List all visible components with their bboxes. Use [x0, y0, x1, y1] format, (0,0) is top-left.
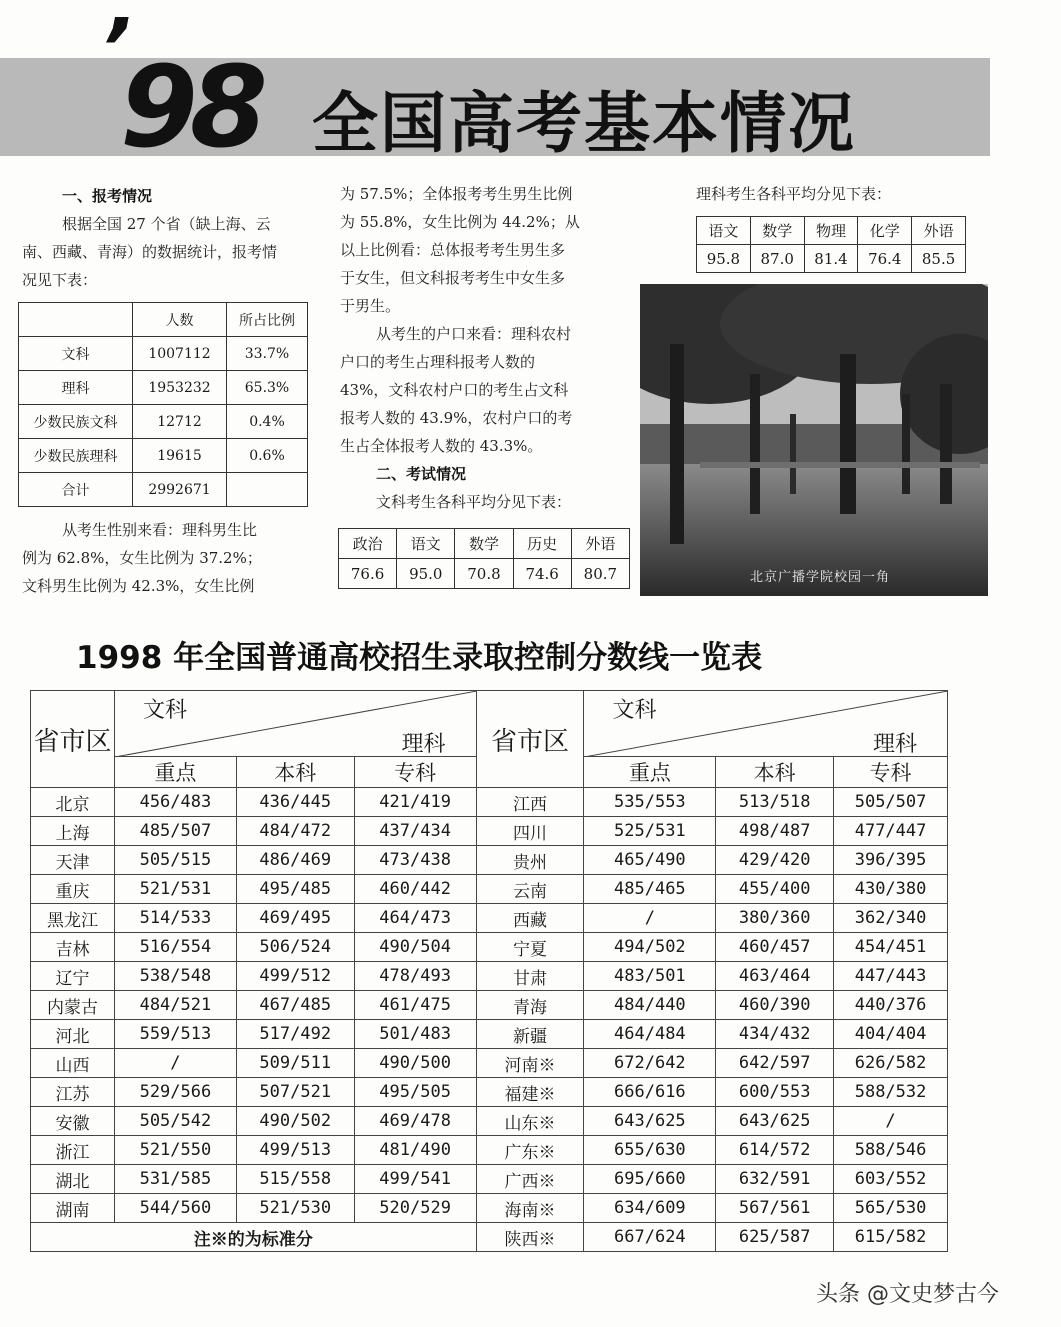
watermark: 头条 @文史梦古今 [816, 1282, 999, 1307]
score-cell: 544/560 [114, 1194, 236, 1223]
table-cell: 74.6 [513, 559, 571, 589]
score-cell: 538/548 [114, 962, 236, 991]
table-header-row [19, 303, 308, 337]
table-header-cell: 所占比例 [227, 303, 308, 337]
col-header: 重点 [584, 757, 716, 788]
score-cell: 469/478 [354, 1107, 476, 1136]
registration-table [18, 302, 308, 507]
score-cell: 520/529 [354, 1194, 476, 1223]
table-cell: 0.4% [227, 405, 308, 439]
score-cell: 505/542 [114, 1107, 236, 1136]
table-cell: 0.6% [227, 439, 308, 473]
province-cell: 辽宁 [31, 962, 115, 991]
wenke-label: 文科 [612, 698, 657, 723]
score-cell: 521/550 [114, 1136, 236, 1165]
score-cell: 615/582 [834, 1223, 948, 1252]
score-cell: 506/524 [236, 933, 354, 962]
score-cell: 655/630 [584, 1136, 716, 1165]
score-cell: 460/442 [354, 875, 476, 904]
score-table-title: 1998 年全国普通高校招生录取控制分数线一览表 [76, 640, 763, 676]
province-cell: 河北 [31, 1020, 115, 1049]
score-cell: 396/395 [834, 846, 948, 875]
table-row [31, 1107, 948, 1136]
table-cell: 1007112 [133, 337, 227, 371]
score-cell: 521/530 [236, 1194, 354, 1223]
table-cell: 80.7 [571, 559, 629, 589]
score-cell: 588/532 [834, 1078, 948, 1107]
table-cell: 65.3% [227, 371, 308, 405]
text-line: 户口的考生占理科报考人数的 [340, 353, 536, 371]
text-line: 从考生的户口来看：理科农村 [376, 325, 572, 343]
table-header-cell: 数学 [750, 217, 804, 245]
text-line: 为 57.5%；全体报考考生男生比例 [340, 185, 573, 203]
province-cell: 重庆 [31, 875, 115, 904]
region-header: 省市区 [476, 691, 584, 788]
like-intro: 理科考生各科平均分见下表： [696, 185, 892, 203]
score-cell: 600/553 [716, 1078, 834, 1107]
table-row [31, 1194, 948, 1223]
table-cell: 85.5 [912, 245, 966, 273]
col-header: 专科 [834, 757, 948, 788]
like-label: 理科 [401, 732, 446, 757]
province-cell: 福建※ [476, 1078, 584, 1107]
table-cell: 33.7% [227, 337, 308, 371]
column-1 [22, 182, 312, 294]
table-row [31, 1223, 948, 1252]
score-cell: 494/502 [584, 933, 716, 962]
table-header-cell: 人数 [133, 303, 227, 337]
score-cell: 429/420 [716, 846, 834, 875]
like-label: 理科 [872, 732, 917, 757]
score-cell: 529/566 [114, 1078, 236, 1107]
table-row [31, 846, 948, 875]
table-row [31, 788, 948, 817]
intro-line: 南、西藏、青海）的数据统计，报考情 [22, 243, 278, 261]
gender-line: 例为 62.8%，女生比例为 37.2%； [22, 549, 262, 567]
text-line: 于女生，但文科报考考生中女生多 [340, 269, 566, 287]
table-cell: 2992671 [133, 473, 227, 507]
province-cell: 宁夏 [476, 933, 584, 962]
score-cell: 484/440 [584, 991, 716, 1020]
score-cell: 436/445 [236, 788, 354, 817]
table-header-cell: 语文 [397, 529, 455, 559]
score-cell: 469/495 [236, 904, 354, 933]
province-cell: 江西 [476, 788, 584, 817]
province-cell: 广西※ [476, 1165, 584, 1194]
score-cell: 695/660 [584, 1165, 716, 1194]
table-row [31, 933, 948, 962]
province-cell: 甘肃 [476, 962, 584, 991]
score-cell: 464/473 [354, 904, 476, 933]
score-cell: 454/451 [834, 933, 948, 962]
text-line: 报考人数的 43.9%，农村户口的考 [340, 409, 573, 427]
score-cell: 588/546 [834, 1136, 948, 1165]
score-cell: 486/469 [236, 846, 354, 875]
diagonal-header-left [114, 691, 476, 757]
table-header-cell: 外语 [571, 529, 629, 559]
score-cell: 490/500 [354, 1049, 476, 1078]
score-cell: 485/465 [584, 875, 716, 904]
text-line: 43%，文科农村户口的考生占文科 [340, 381, 569, 399]
province-cell: 北京 [31, 788, 115, 817]
province-cell: 上海 [31, 817, 115, 846]
header-year: 98 [120, 43, 260, 173]
province-cell: 浙江 [31, 1136, 115, 1165]
table-row [19, 371, 308, 405]
score-cell: 499/541 [354, 1165, 476, 1194]
region-header: 省市区 [31, 691, 115, 788]
score-cell: 567/561 [716, 1194, 834, 1223]
score-cell: 485/507 [114, 817, 236, 846]
col-header: 专科 [354, 757, 476, 788]
score-cell: 672/642 [584, 1049, 716, 1078]
province-cell: 河南※ [476, 1049, 584, 1078]
score-cell: 499/512 [236, 962, 354, 991]
score-cell: 505/507 [834, 788, 948, 817]
table-cell [227, 473, 308, 507]
province-cell: 贵州 [476, 846, 584, 875]
score-cell: 614/572 [716, 1136, 834, 1165]
col-header: 本科 [716, 757, 834, 788]
intro-line: 况见下表： [22, 271, 98, 289]
score-cell: 481/490 [354, 1136, 476, 1165]
score-cell: 643/625 [584, 1107, 716, 1136]
table-row [697, 245, 966, 273]
table-header-row [697, 217, 966, 245]
score-cell: / [584, 904, 716, 933]
score-cell: 666/616 [584, 1078, 716, 1107]
score-cell: 460/457 [716, 933, 834, 962]
province-cell: 新疆 [476, 1020, 584, 1049]
table-cell: 76.6 [339, 559, 397, 589]
score-cell: 505/515 [114, 846, 236, 875]
table-cell: 少数民族理科 [19, 439, 133, 473]
score-cell: 513/518 [716, 788, 834, 817]
score-cell: 535/553 [584, 788, 716, 817]
score-table-body [31, 788, 948, 1252]
col-header: 本科 [236, 757, 354, 788]
text-line: 于男生。 [340, 297, 401, 315]
table-cell: 95.0 [397, 559, 455, 589]
wenke-average-table [338, 528, 630, 589]
text-line: 生占全体报考人数的 43.3%。 [340, 437, 543, 455]
table-row [31, 904, 948, 933]
score-cell: 440/376 [834, 991, 948, 1020]
province-cell: 四川 [476, 817, 584, 846]
col-header: 重点 [114, 757, 236, 788]
score-cell: 507/521 [236, 1078, 354, 1107]
score-cell: 626/582 [834, 1049, 948, 1078]
score-cell: 603/552 [834, 1165, 948, 1194]
score-cell: 509/511 [236, 1049, 354, 1078]
score-cell: 515/558 [236, 1165, 354, 1194]
score-cell: 362/340 [834, 904, 948, 933]
wenke-label: 文科 [142, 698, 187, 723]
score-cell: 404/404 [834, 1020, 948, 1049]
page-title: 全国高考基本情况 [312, 85, 856, 162]
province-cell: 湖北 [31, 1165, 115, 1194]
province-cell: 陕西※ [476, 1223, 584, 1252]
score-cell: 483/501 [584, 962, 716, 991]
score-cell: 463/464 [716, 962, 834, 991]
score-cell: 434/432 [716, 1020, 834, 1049]
province-cell: 山东※ [476, 1107, 584, 1136]
score-cell: 495/485 [236, 875, 354, 904]
score-cell: 477/447 [834, 817, 948, 846]
campus-photo [640, 284, 988, 596]
table-header-cell: 数学 [455, 529, 513, 559]
score-cell: 447/443 [834, 962, 948, 991]
score-cell: 525/531 [584, 817, 716, 846]
table-cell: 87.0 [750, 245, 804, 273]
table-header-cell: 化学 [858, 217, 912, 245]
score-cell: 478/493 [354, 962, 476, 991]
section-heading-exam: 二、考试情况 [376, 465, 467, 483]
score-cell: 461/475 [354, 991, 476, 1020]
score-cell: 430/380 [834, 875, 948, 904]
table-cell: 12712 [133, 405, 227, 439]
table-row [31, 1165, 948, 1194]
province-cell: 江苏 [31, 1078, 115, 1107]
table-header-cell: 外语 [912, 217, 966, 245]
table-cell: 95.8 [697, 245, 751, 273]
score-cell: 516/554 [114, 933, 236, 962]
province-cell: 山西 [31, 1049, 115, 1078]
score-cell: 667/624 [584, 1223, 716, 1252]
like-average-table [696, 216, 966, 273]
table-cell: 文科 [19, 337, 133, 371]
table-header-row [31, 691, 948, 757]
score-cell: 643/625 [716, 1107, 834, 1136]
note-cell: 注※的为标准分 [31, 1223, 477, 1252]
table-header-cell: 语文 [697, 217, 751, 245]
score-cell: 473/438 [354, 846, 476, 875]
table-row [31, 991, 948, 1020]
score-cell: 517/492 [236, 1020, 354, 1049]
table-cell: 70.8 [455, 559, 513, 589]
table-row [31, 875, 948, 904]
province-cell: 安徽 [31, 1107, 115, 1136]
score-cell: 490/502 [236, 1107, 354, 1136]
score-cell: 634/609 [584, 1194, 716, 1223]
score-cell: 559/513 [114, 1020, 236, 1049]
score-cell: 499/513 [236, 1136, 354, 1165]
gender-line: 文科男生比例为 42.3%，女生比例 [22, 577, 255, 595]
score-cell: 490/504 [354, 933, 476, 962]
score-cell: 642/597 [716, 1049, 834, 1078]
table-row [19, 405, 308, 439]
score-cell: / [834, 1107, 948, 1136]
province-cell: 黑龙江 [31, 904, 115, 933]
province-cell: 海南※ [476, 1194, 584, 1223]
province-cell: 广东※ [476, 1136, 584, 1165]
gender-line: 从考生性别来看：理科男生比 [62, 521, 258, 539]
score-cell: 456/483 [114, 788, 236, 817]
table-row [31, 817, 948, 846]
province-cell: 吉林 [31, 933, 115, 962]
province-cell: 云南 [476, 875, 584, 904]
table-cell: 19615 [133, 439, 227, 473]
province-cell: 内蒙古 [31, 991, 115, 1020]
photo-caption: 北京广播学院校园一角 [750, 570, 891, 585]
table-cell: 理科 [19, 371, 133, 405]
province-cell: 天津 [31, 846, 115, 875]
score-cell: 467/485 [236, 991, 354, 1020]
score-cell: 521/531 [114, 875, 236, 904]
score-cell: 465/490 [584, 846, 716, 875]
score-cell: 421/419 [354, 788, 476, 817]
table-row [31, 962, 948, 991]
score-cell: 625/587 [716, 1223, 834, 1252]
table-header-row [339, 529, 630, 559]
table-row [19, 337, 308, 371]
table-row [31, 1136, 948, 1165]
table-row [339, 559, 630, 589]
score-cell: 514/533 [114, 904, 236, 933]
score-cell: 495/505 [354, 1078, 476, 1107]
score-cell: 380/360 [716, 904, 834, 933]
score-cell: 484/521 [114, 991, 236, 1020]
header-apostrophe: ’ [100, 2, 132, 97]
score-cell: 632/591 [716, 1165, 834, 1194]
score-cell: 484/472 [236, 817, 354, 846]
table-row [19, 439, 308, 473]
gender-paragraph [22, 516, 322, 600]
score-cell: 455/400 [716, 875, 834, 904]
section-heading-registration: 一、报考情况 [62, 187, 153, 205]
table-cell: 76.4 [858, 245, 912, 273]
table-row [31, 1020, 948, 1049]
score-cell: / [114, 1049, 236, 1078]
score-cell: 437/434 [354, 817, 476, 846]
table-row [31, 1049, 948, 1078]
table-header-cell [19, 303, 133, 337]
province-cell: 西藏 [476, 904, 584, 933]
table-header-cell: 历史 [513, 529, 571, 559]
table-header-cell: 物理 [804, 217, 858, 245]
province-cell: 青海 [476, 991, 584, 1020]
diagonal-header-right [584, 691, 948, 757]
table-row [31, 1078, 948, 1107]
table-cell: 合计 [19, 473, 133, 507]
campus-photo-illustration [640, 284, 988, 596]
score-cell: 460/390 [716, 991, 834, 1020]
score-cell: 531/585 [114, 1165, 236, 1194]
province-cell: 湖南 [31, 1194, 115, 1223]
score-cell: 464/484 [584, 1020, 716, 1049]
score-table [30, 690, 948, 1252]
intro-line: 根据全国 27 个省（缺上海、云 [62, 215, 271, 233]
score-cell: 565/530 [834, 1194, 948, 1223]
text-line: 为 55.8%，女生比例为 44.2%；从 [340, 213, 580, 231]
text-line: 以上比例看：总体报考考生男生多 [340, 241, 566, 259]
table-cell: 少数民族文科 [19, 405, 133, 439]
table-cell: 1953232 [133, 371, 227, 405]
score-cell: 501/483 [354, 1020, 476, 1049]
table-row [19, 473, 308, 507]
wenke-intro: 文科考生各科平均分见下表： [376, 493, 572, 511]
table-cell: 81.4 [804, 245, 858, 273]
table-header-cell: 政治 [339, 529, 397, 559]
column-2 [340, 180, 630, 516]
score-cell: 498/487 [716, 817, 834, 846]
